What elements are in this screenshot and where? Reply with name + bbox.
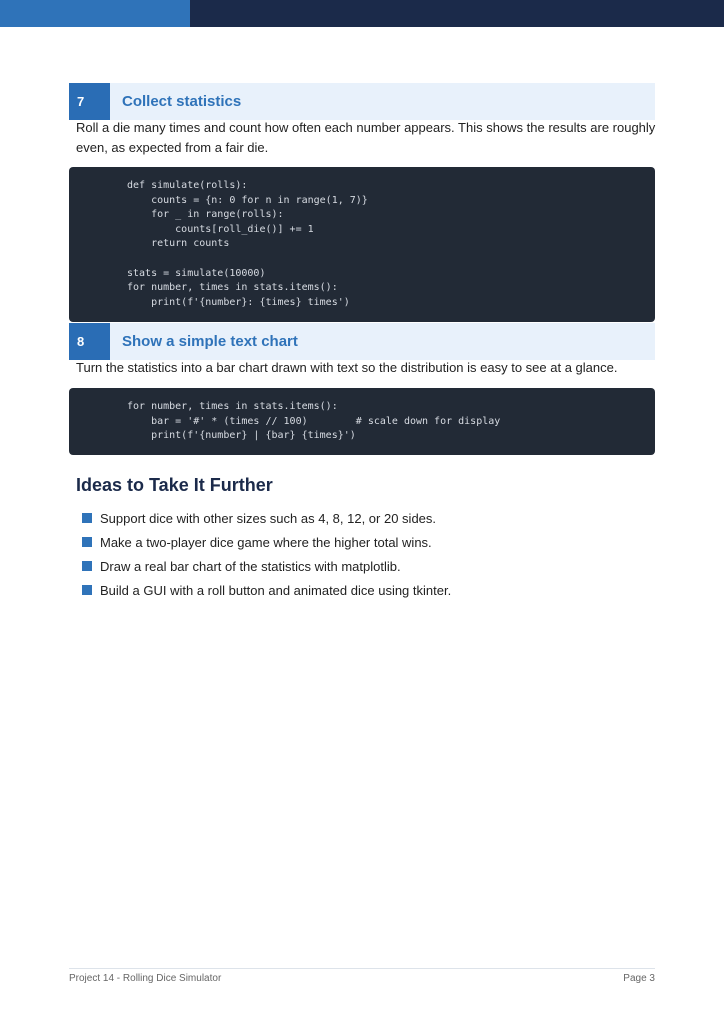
square-bullet-icon [82,513,92,523]
step-7-header [69,83,655,120]
list-item [82,530,451,554]
step-8-header [69,323,655,360]
step-7-code-block [69,167,655,322]
step-8-description: Turn the statistics into a bar chart drawn with text so the distribution is easy to see at a glance. [76,360,618,375]
step-7-code: def simulate(rolls): counts = {n: 0 for n in range(1, 7)} for _ in range(rolls): counts[roll_die()] += 1 return counts stats = simulate(10000) for number, times in stats.items(): print(f'{number}: {times} times') [127,180,368,308]
square-bullet-icon [82,537,92,547]
ideas-list [82,506,451,602]
footer-page-number: Page 3 [623,973,655,984]
step-8-title: Show a simple text chart [122,333,298,350]
step-7-title: Collect statistics [122,93,242,110]
list-item [82,578,451,602]
step-8-code-block [69,388,655,455]
step-8-number: 8 [69,323,110,360]
footer-project-title: Project 14 - Rolling Dice Simulator [69,973,222,984]
list-item [82,554,451,578]
ideas-heading: Ideas to Take It Further [76,475,273,495]
top-banner-accent [0,0,190,27]
idea-text: Build a GUI with a roll button and animated dice using tkinter. [100,582,452,598]
square-bullet-icon [82,585,92,595]
step-7-number: 7 [69,83,110,120]
idea-text: Make a two-player dice game where the higher total wins. [100,534,432,550]
list-item [82,506,451,530]
step-7-description: Roll a die many times and count how often each number appears. This shows the results are roughly even, as expected from a fair die. [76,120,656,155]
footer-divider [69,968,655,969]
idea-text: Support dice with other sizes such as 4, 8, 12, or 20 sides. [100,510,437,526]
idea-text: Draw a real bar chart of the statistics with matplotlib. [100,558,401,574]
square-bullet-icon [82,561,92,571]
step-8-code: for number, times in stats.items(): bar = '#' * (times // 100) # scale down for display print(f'{number} | {bar} {times}') [127,401,501,442]
